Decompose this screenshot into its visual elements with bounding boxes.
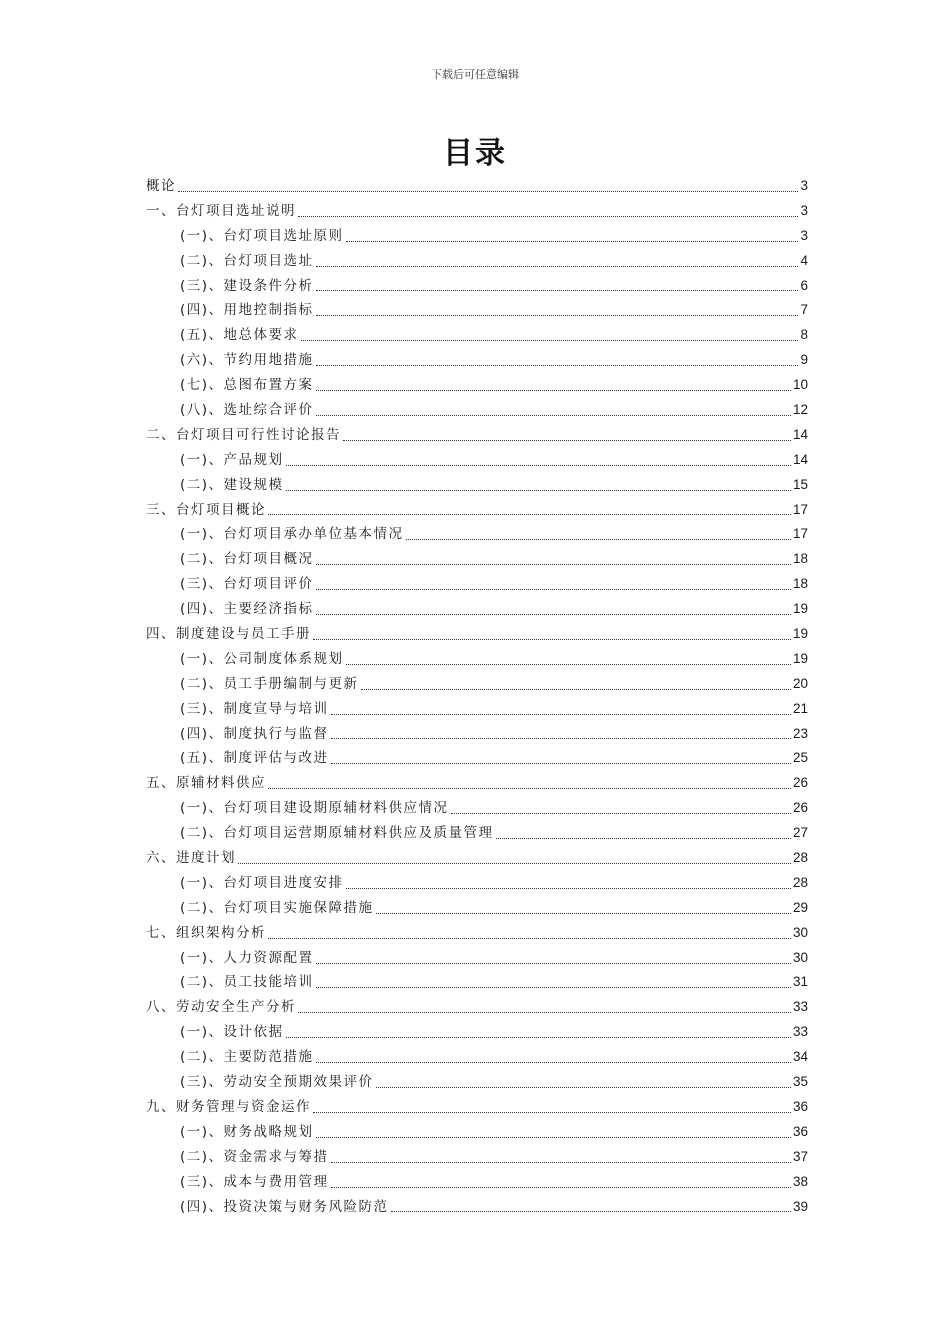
toc-dot-leader — [496, 838, 791, 839]
toc-dot-leader — [268, 514, 791, 515]
toc-page-number: 18 — [792, 551, 808, 567]
toc-section-entry[interactable] — [146, 398, 808, 423]
toc-entry-label: (六)、节约用地措施 — [180, 352, 314, 369]
toc-dot-leader — [316, 290, 799, 291]
toc-entry-label: (三)、制度宣导与培训 — [180, 700, 329, 717]
toc-dot-leader — [238, 863, 791, 864]
toc-page-number: 35 — [792, 1074, 808, 1090]
toc-page-number: 3 — [800, 177, 808, 193]
toc-page-number: 21 — [792, 700, 808, 716]
toc-page-number: 9 — [800, 352, 808, 368]
toc-dot-leader — [331, 738, 791, 739]
toc-section-entry[interactable] — [146, 522, 808, 547]
toc-dot-leader — [316, 266, 799, 267]
toc-section-entry[interactable] — [146, 323, 808, 348]
toc-entry-label: (一)、公司制度体系规划 — [180, 650, 344, 667]
toc-section-entry[interactable] — [146, 547, 808, 572]
toc-entry-label: 二、台灯项目可行性讨论报告 — [146, 426, 341, 443]
toc-entry-label: 九、财务管理与资金运作 — [146, 1098, 311, 1115]
toc-chapter-entry[interactable] — [146, 423, 808, 448]
toc-section-entry[interactable] — [146, 1045, 808, 1070]
toc-dot-leader — [286, 465, 791, 466]
toc-dot-leader — [331, 763, 791, 764]
toc-entry-label: (一)、设计依据 — [180, 1024, 284, 1041]
toc-entry-label: (二)、台灯项目选址 — [180, 252, 314, 269]
toc-dot-leader — [361, 689, 791, 690]
toc-page-number: 18 — [792, 576, 808, 592]
toc-dot-leader — [301, 340, 799, 341]
toc-dot-leader — [346, 888, 791, 889]
toc-page-number: 10 — [792, 377, 808, 393]
toc-page-number: 19 — [792, 650, 808, 666]
toc-section-entry[interactable] — [146, 597, 808, 622]
page-title: 目录 — [443, 136, 507, 171]
toc-page-number: 25 — [792, 750, 808, 766]
toc-page-number: 19 — [792, 601, 808, 617]
toc-chapter-entry[interactable] — [146, 771, 808, 796]
toc-dot-leader — [376, 1087, 791, 1088]
toc-page-number: 26 — [792, 800, 808, 816]
toc-page-number: 27 — [792, 825, 808, 841]
toc-section-entry[interactable] — [146, 871, 808, 896]
toc-chapter-entry[interactable] — [146, 846, 808, 871]
toc-page-number: 28 — [792, 850, 808, 866]
toc-entry-label: (四)、用地控制指标 — [180, 302, 314, 319]
toc-section-entry[interactable] — [146, 896, 808, 921]
toc-dot-leader — [316, 589, 791, 590]
toc-dot-leader — [316, 1062, 791, 1063]
toc-page-number: 30 — [792, 949, 808, 965]
toc-chapter-entry[interactable] — [146, 1095, 808, 1120]
toc-entry-label: (一)、台灯项目承办单位基本情况 — [180, 526, 404, 543]
toc-page-number: 29 — [792, 899, 808, 915]
toc-section-entry[interactable] — [146, 746, 808, 771]
toc-section-entry[interactable] — [146, 373, 808, 398]
toc-page-number: 37 — [792, 1148, 808, 1164]
toc-page-number: 20 — [792, 675, 808, 691]
toc-page-number: 17 — [792, 501, 808, 517]
toc-dot-leader — [178, 191, 798, 192]
toc-page-number: 7 — [800, 302, 808, 318]
toc-dot-leader — [343, 440, 791, 441]
toc-section-entry[interactable] — [146, 572, 808, 597]
toc-dot-leader — [376, 913, 791, 914]
toc-section-entry[interactable] — [146, 1070, 808, 1095]
toc-dot-leader — [316, 1137, 791, 1138]
toc-dot-leader — [298, 1012, 791, 1013]
toc-chapter-entry[interactable] — [146, 199, 808, 224]
toc-entry-label: (二)、资金需求与筹措 — [180, 1148, 329, 1165]
toc-dot-leader — [316, 987, 791, 988]
toc-page-number: 36 — [792, 1098, 808, 1114]
toc-dot-leader — [316, 390, 791, 391]
toc-dot-leader — [286, 490, 791, 491]
toc-dot-leader — [316, 564, 791, 565]
toc-section-entry[interactable] — [146, 697, 808, 722]
toc-section-entry[interactable] — [146, 249, 808, 274]
toc-dot-leader — [313, 1112, 791, 1113]
toc-page-number: 8 — [800, 327, 808, 343]
toc-dot-leader — [268, 938, 791, 939]
toc-section-entry[interactable] — [146, 722, 808, 747]
toc-section-entry[interactable] — [146, 348, 808, 373]
toc-chapter-entry[interactable] — [146, 995, 808, 1020]
toc-entry-label: (五)、制度评估与改进 — [180, 750, 329, 767]
toc-chapter-entry[interactable] — [146, 174, 808, 199]
toc-section-entry[interactable] — [146, 274, 808, 299]
toc-section-entry[interactable] — [146, 796, 808, 821]
toc-page-number: 34 — [792, 1049, 808, 1065]
toc-entry-label: (二)、主要防范措施 — [180, 1049, 314, 1066]
toc-section-entry[interactable] — [146, 672, 808, 697]
toc-entry-label: (三)、建设条件分析 — [180, 277, 314, 294]
toc-entry-label: 五、原辅材料供应 — [146, 775, 266, 792]
toc-entry-label: (七)、总图布置方案 — [180, 377, 314, 394]
toc-dot-leader — [316, 415, 791, 416]
toc-entry-label: (一)、财务战略规划 — [180, 1123, 314, 1140]
toc-entry-label: (三)、劳动安全预期效果评价 — [180, 1074, 374, 1091]
toc-section-entry[interactable] — [146, 971, 808, 996]
toc-entry-label: (二)、员工手册编制与更新 — [180, 675, 359, 692]
toc-entry-label: (一)、台灯项目建设期原辅材料供应情况 — [180, 800, 449, 817]
toc-page-number: 6 — [800, 277, 808, 293]
toc-page-number: 36 — [792, 1123, 808, 1139]
toc-page-number: 33 — [792, 999, 808, 1015]
toc-page-number: 3 — [800, 227, 808, 243]
toc-entry-label: (八)、选址综合评价 — [180, 402, 314, 418]
toc-dot-leader — [316, 963, 791, 964]
toc-chapter-entry[interactable] — [146, 498, 808, 523]
toc-page-number: 14 — [792, 426, 808, 442]
toc-page-number: 3 — [800, 202, 808, 218]
toc-entry-label: 三、台灯项目概论 — [146, 501, 266, 518]
toc-dot-leader — [316, 614, 791, 615]
toc-chapter-entry[interactable] — [146, 921, 808, 946]
toc-dot-leader — [313, 639, 791, 640]
toc-section-entry[interactable] — [146, 946, 808, 971]
toc-entry-label: 七、组织架构分析 — [146, 924, 266, 941]
toc-section-entry[interactable] — [146, 1195, 808, 1220]
toc-section-entry[interactable] — [146, 821, 808, 846]
toc-dot-leader — [346, 664, 791, 665]
toc-entry-label: (二)、员工技能培训 — [180, 974, 314, 991]
toc-page-number: 19 — [792, 626, 808, 642]
table-of-contents — [146, 174, 808, 1219]
toc-entry-label: 概论 — [146, 177, 176, 194]
toc-section-entry[interactable] — [146, 1145, 808, 1170]
toc-entry-label: (二)、台灯项目实施保障措施 — [180, 899, 374, 916]
toc-dot-leader — [451, 813, 791, 814]
toc-page-number: 39 — [792, 1198, 808, 1214]
toc-page-number: 14 — [792, 451, 808, 467]
toc-dot-leader — [406, 539, 791, 540]
toc-entry-label: (四)、投资决策与财务风险防范 — [180, 1198, 389, 1215]
toc-entry-label: 六、进度计划 — [146, 850, 236, 867]
toc-entry-label: (一)、台灯项目选址原则 — [180, 227, 344, 244]
toc-section-entry[interactable] — [146, 473, 808, 498]
toc-section-entry[interactable] — [146, 1120, 808, 1145]
toc-dot-leader — [331, 1162, 791, 1163]
toc-entry-label: (五)、地总体要求 — [180, 327, 299, 344]
toc-entry-label: (四)、制度执行与监督 — [180, 725, 329, 742]
toc-dot-leader — [298, 216, 798, 217]
toc-page-number: 23 — [792, 725, 808, 741]
toc-section-entry[interactable] — [146, 1020, 808, 1045]
toc-page-number: 28 — [792, 874, 808, 890]
toc-page-number: 15 — [792, 476, 808, 492]
toc-entry-label: (一)、人力资源配置 — [180, 949, 314, 966]
toc-dot-leader — [286, 1037, 791, 1038]
toc-page-number: 17 — [792, 526, 808, 542]
toc-dot-leader — [391, 1211, 791, 1212]
toc-entry-label: 八、劳动安全生产分析 — [146, 999, 296, 1016]
toc-dot-leader — [316, 365, 799, 366]
toc-section-entry[interactable] — [146, 647, 808, 672]
toc-entry-label: (二)、台灯项目概况 — [180, 551, 314, 568]
toc-section-entry[interactable] — [146, 448, 808, 473]
toc-page-number: 26 — [792, 775, 808, 791]
toc-page-number: 4 — [800, 252, 808, 268]
toc-dot-leader — [316, 315, 799, 316]
toc-page-number: 31 — [792, 974, 808, 990]
toc-section-entry[interactable] — [146, 224, 808, 249]
toc-dot-leader — [268, 788, 791, 789]
toc-dot-leader — [346, 241, 799, 242]
toc-entry-label: (二)、台灯项目运营期原辅材料供应及质量管理 — [180, 825, 494, 842]
toc-entry-label: (二)、建设规模 — [180, 476, 284, 493]
toc-page-number: 38 — [792, 1173, 808, 1189]
toc-entry-label: (四)、主要经济指标 — [180, 601, 314, 618]
toc-dot-leader — [331, 714, 791, 715]
toc-dot-leader — [331, 1187, 791, 1188]
toc-entry-label: 一、台灯项目选址说明 — [146, 202, 296, 219]
toc-entry-label: 四、制度建设与员工手册 — [146, 626, 311, 643]
toc-page-number: 30 — [792, 924, 808, 940]
toc-page-number: 12 — [792, 402, 808, 417]
toc-chapter-entry[interactable] — [146, 622, 808, 647]
toc-page-number: 33 — [792, 1024, 808, 1040]
toc-section-entry[interactable] — [146, 1170, 808, 1195]
toc-entry-label: (一)、台灯项目进度安排 — [180, 874, 344, 891]
toc-entry-label: (三)、成本与费用管理 — [180, 1173, 329, 1190]
toc-entry-label: (三)、台灯项目评价 — [180, 576, 314, 593]
toc-entry-label: (一)、产品规划 — [180, 451, 284, 468]
toc-section-entry[interactable] — [146, 298, 808, 323]
page-header: 下载后可任意编辑 — [431, 68, 519, 81]
